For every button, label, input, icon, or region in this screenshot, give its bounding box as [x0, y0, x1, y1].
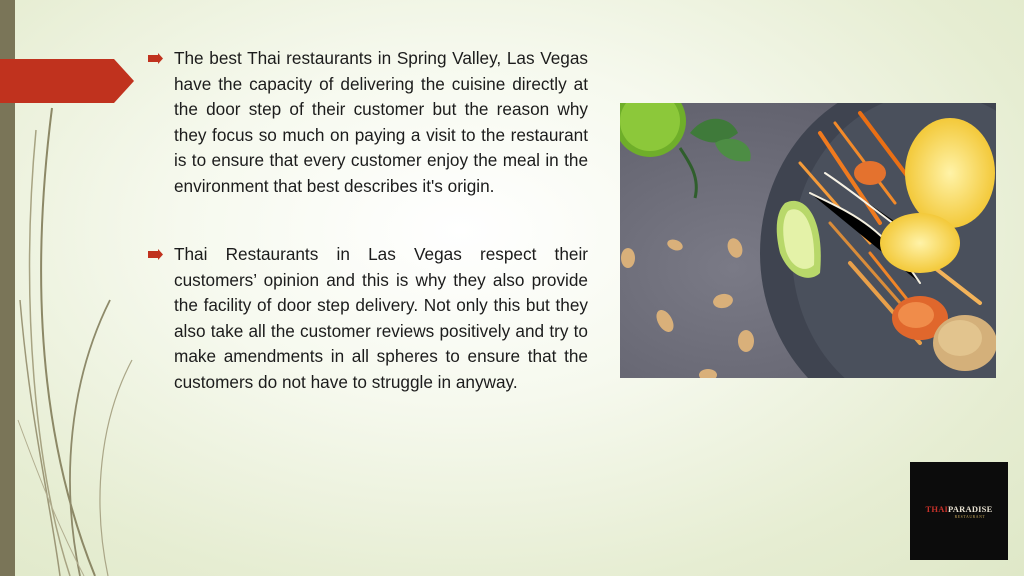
bullet-text: Thai Restaurants in Las Vegas respect their customers’ opinion and this is why they also provide the facility of door step delivery. Not only this but they also take all the customer reviews positively and try to make amendments in all spheres to ensure that the customers do not have to struggle in anyway. — [174, 244, 588, 392]
red-arrow-tab — [0, 59, 134, 103]
logo-thai-text: THAI — [925, 503, 949, 514]
logo-wordmark — [926, 504, 993, 514]
logo-subtitle: RESTAURANT — [954, 514, 986, 519]
bullet-text: The best Thai restaurants in Spring Valley, Las Vegas have the capacity of delivering the cuisine directly at the door step of their customer but the reason why they focus so much on paying a visit to the restaurant is to ensure that every customer enjoy the meal in the environment that best describes it's origin. — [174, 48, 588, 196]
bullet-item — [148, 46, 588, 199]
logo-paradise-text: PARADISE — [948, 503, 993, 514]
arrow-bullet-icon — [148, 53, 163, 64]
pad-thai-illustration — [620, 103, 996, 378]
thai-paradise-logo — [910, 462, 1008, 560]
arrow-bullet-icon — [148, 249, 163, 260]
bullet-list — [148, 46, 588, 395]
pad-thai-photo — [620, 103, 996, 378]
bullet-item — [148, 242, 588, 395]
